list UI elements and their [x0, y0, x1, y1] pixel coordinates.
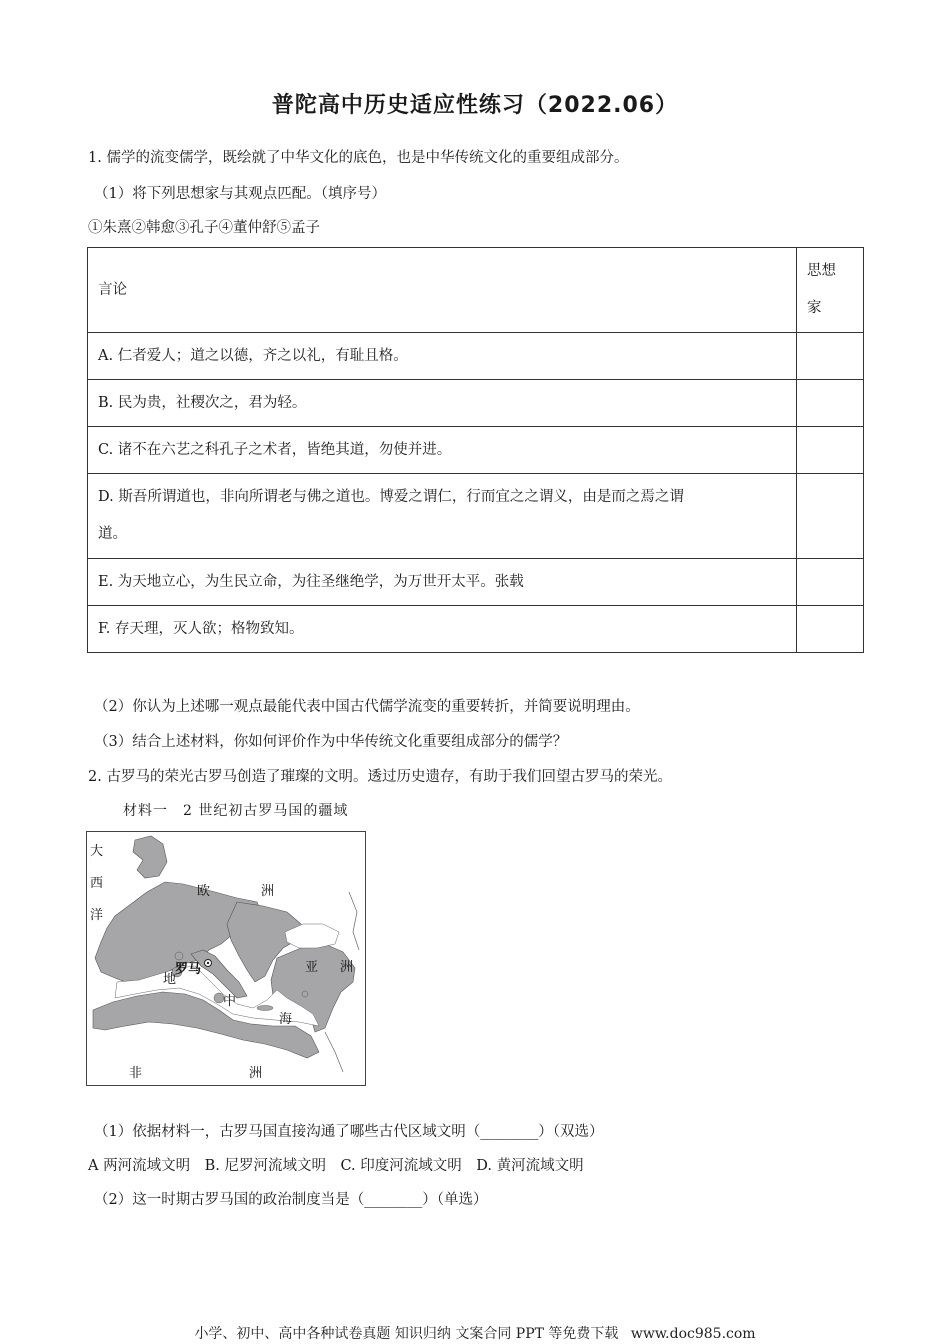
map-drawing [87, 832, 365, 1085]
label-med-1: 地 [163, 972, 177, 987]
answer-cell-f[interactable] [797, 606, 864, 653]
label-atlantic-1: 大 [90, 844, 104, 859]
red-sea [325, 1032, 343, 1072]
label-europe-2: 洲 [261, 884, 275, 899]
footer-text: 小学、初中、高中各种试卷真题 知识归纳 文案合同 PPT 等免费下载 [194, 1326, 619, 1342]
island-crete [257, 1006, 273, 1011]
page-footer [0, 1323, 950, 1343]
quote-e: E. 为天地立心，为生民立命，为往圣继绝学，为万世开太平。张载 [88, 559, 797, 606]
question-2-sub1: （1）依据材料一，古罗马国直接沟通了哪些古代区域文明（________）（双选） [94, 1124, 604, 1140]
label-atlantic-3: 洋 [90, 908, 104, 923]
matching-table [87, 247, 864, 653]
header-quote: 言论 [88, 248, 797, 333]
label-med-2: 中 [223, 994, 237, 1009]
eastern-boundary [349, 892, 359, 950]
answer-cell-c[interactable] [797, 427, 864, 474]
label-med-3: 海 [279, 1012, 293, 1027]
table-row [88, 559, 864, 606]
answer-cell-a[interactable] [797, 333, 864, 380]
territory-britain [133, 836, 167, 878]
quote-a: A. 仁者爱人；道之以德，齐之以礼，有耻且格。 [88, 333, 797, 380]
page-title: 普陀高中历史适应性练习（2022.06） [271, 93, 679, 118]
roman-empire-map [86, 831, 366, 1086]
answer-cell-e[interactable] [797, 559, 864, 606]
quote-f: F. 存天理，灭人欲；格物致知。 [88, 606, 797, 653]
quote-d [88, 474, 797, 559]
label-africa-2: 洲 [249, 1066, 263, 1081]
question-2-sub2: （2）这一时期古罗马国的政治制度当是（________）（单选） [94, 1192, 488, 1208]
table-row [88, 380, 864, 427]
table-header-row [88, 248, 864, 333]
header-thinker-line1: 思想 [807, 263, 836, 279]
quote-b: B. 民为贵，社稷次之，君为轻。 [88, 380, 797, 427]
label-africa-1: 非 [129, 1066, 143, 1081]
footer-url[interactable]: www.doc985.com [630, 1326, 756, 1342]
question-1-stem: 1. 儒学的流变儒学，既绘就了中华文化的底色，也是中华传统文化的重要组成部分。 [88, 150, 629, 166]
quote-d-line2: 道。 [98, 526, 127, 542]
question-2-choices: A 两河流域文明 B. 尼罗河流域文明 C. 印度河流域文明 D. 黄河流域文明 [88, 1158, 584, 1174]
island-cyprus [302, 991, 308, 997]
label-asia-1: 亚 [305, 960, 319, 975]
question-2-stem: 2. 古罗马的荣光古罗马创造了璀璨的文明。透过历史遗存，有助于我们回望古罗马的荣光。 [88, 769, 672, 785]
table-row [88, 333, 864, 380]
question-1-sub2: （2）你认为上述哪一观点最能代表中国古代儒学流变的重要转折，并简要说明理由。 [94, 699, 640, 715]
table-row [88, 474, 864, 559]
label-rome: 罗马 [175, 962, 202, 977]
label-europe-1: 欧 [197, 884, 211, 899]
answer-cell-b[interactable] [797, 380, 864, 427]
question-1-sub1: （1）将下列思想家与其观点匹配。（填序号） [94, 186, 386, 202]
answer-cell-d[interactable] [797, 474, 864, 559]
label-asia-2: 洲 [340, 960, 354, 975]
thinker-options: ①朱熹②韩愈③孔子④董仲舒⑤孟子 [88, 220, 320, 236]
question-1-sub3: （3）结合上述材料，你如何评价作为中华传统文化重要组成部分的儒学？ [94, 734, 568, 750]
table-row [88, 427, 864, 474]
quote-d-line1: D. 斯吾所谓道也，非向所谓老与佛之道也。博爱之谓仁，行而宜之之谓义，由是而之焉之谓 [98, 489, 684, 505]
label-atlantic-2: 西 [90, 876, 104, 891]
table-row [88, 606, 864, 653]
map-caption: 材料一 2 世纪初古罗马国的疆域 [123, 803, 349, 819]
quote-c: C. 诸不在六艺之科孔子之术者，皆绝其道，勿使并进。 [88, 427, 797, 474]
rome-marker-dot [207, 962, 209, 964]
header-thinker [797, 248, 864, 333]
header-thinker-line2: 家 [807, 300, 822, 316]
